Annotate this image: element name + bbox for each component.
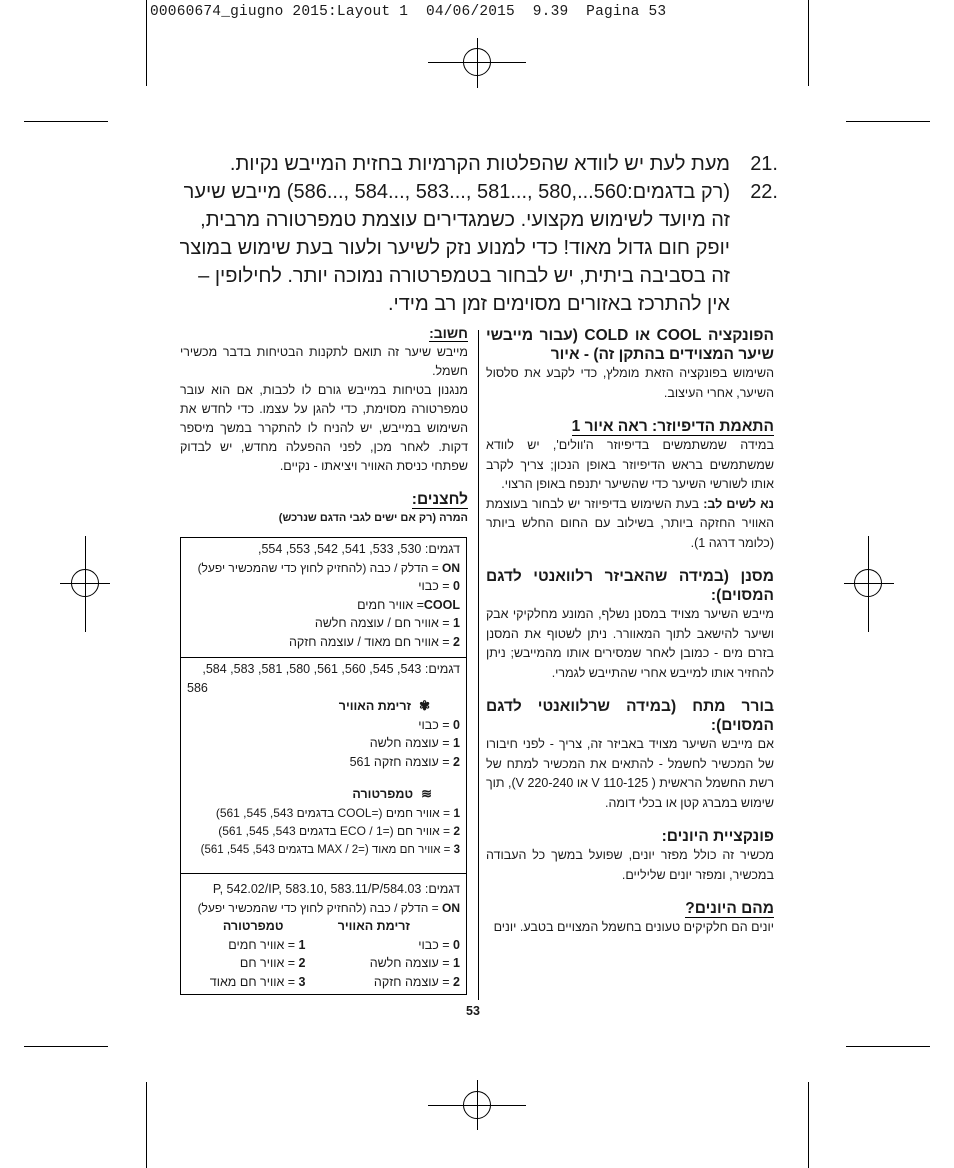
key-text: = כבוי: [418, 937, 454, 952]
section-body: יונים הם חלקיקים טעונים בחשמל המצויים בטבע. יונים: [493, 920, 774, 934]
key-text: = אוויר חם מאוד / עוצמה חזקה: [288, 634, 454, 649]
airflow-label: זרימת האוויר: [338, 699, 412, 713]
item-number: 21.: [750, 153, 778, 175]
models-list: דגמים: 543, 545, 560, 561, 580, 581, 583, 584,: [202, 662, 460, 676]
models-list: דגמים: 530, 533, 541, 542, 553, 554,: [257, 542, 460, 556]
key-label: 3: [453, 843, 460, 856]
important-text-1: מייבש שיער זה תואם לתקנות הבטיחות בדבר מכשירי חשמל.: [180, 345, 468, 378]
key-label: 2: [453, 634, 460, 649]
key-label: 0: [453, 717, 460, 732]
key-text: = הדלק / כבה (להחזיק לחוץ כדי שהמכשיר יפעל): [197, 560, 442, 575]
intro-item-21: [178, 150, 778, 178]
section-title: פונקציית היונים:: [661, 828, 774, 845]
airflow-temperature-table: [187, 917, 460, 991]
section-body: מכשיר זה כולל מפזר יונים, שפועל במשך כל העבודה במכשיר, ומפזר יונים שליליים.: [486, 848, 774, 882]
section-title: הפונקציה COOL או COLD (עבור מייבשי שיער המצוידים בהתקן זה) - איור: [486, 327, 774, 363]
key-text: = עוצמה חלשה: [369, 956, 454, 970]
temperature-label: טמפרטורה: [222, 919, 284, 933]
key-text: = עוצמה חזקה: [373, 974, 454, 989]
key-label: ON: [442, 560, 460, 575]
key-text: = כבוי: [418, 717, 454, 732]
temperature-column: [187, 917, 324, 991]
key-text: = כבוי: [418, 579, 454, 593]
left-column: [180, 324, 468, 528]
note-label: נא לשים לב:: [703, 496, 774, 511]
intro-item-22: [178, 178, 778, 318]
section-title: התאמת הדיפיוזר: ראה איור 1: [571, 418, 774, 435]
heat-icon: ≋: [421, 786, 430, 801]
section-body: מייבש השיער מצויד במסנן נשלף, המונע מחלקיקי אבק ושיער להישאב לתוך המאוורר. ניתן לשטוף את המסנן בזרם מים - כמובן לאחר שמסירים אותו מהמייבש; ניתן להחזיר אותו למייבש אחרי שהתייבש לגמרי.: [486, 607, 774, 680]
key-label: 0: [453, 579, 460, 593]
airflow-label: זרימת האוויר: [337, 919, 410, 933]
fan-icon: ✾: [419, 698, 430, 713]
key-text: = אוויר חם / עוצמה חלשה: [314, 616, 454, 630]
diffuser-section: [486, 417, 774, 553]
section-title: מסנן (במידה שהאביזר רלוואנטי לדגם המסוים):: [486, 568, 774, 604]
key-label: 2: [298, 956, 306, 970]
section-body: אם מייבש השיער מצויד באביזר זה, צריך - לפני חיבורו של המכשיר לחשמל - להתאים את המכשיר למתח של רשת החשמל הראשית ( V 110-125 או V 220-240), תוך שימוש במברג קטן או בכלי דומה.: [486, 737, 774, 810]
page-number: 53: [466, 1004, 480, 1018]
key-text: = אוויר חם מאוד (=2 / MAX בדגמים 543, 545, 561): [200, 843, 454, 856]
note-text: בעת השימוש בדיפיוזר יש לבחור בעוצמת האוויר החזקה ביותר, בשילוב עם החום החלש ביותר (כלומר דרגה 1).: [486, 496, 774, 550]
right-column: [486, 326, 774, 952]
section-title: מהם היונים?: [685, 900, 774, 917]
ion-function-section: [486, 827, 774, 885]
key-label: COOL: [423, 597, 460, 612]
key-text: = אוויר חמים: [228, 937, 299, 952]
important-text-2: מנגנון בטיחות במייבש גורם לו לכבות, אם הוא עובר טמפרטורה מסוימת, כדי להגן על עצמו. כדי לחדש את השימוש במייבש, יש להניח לו להתקרר במשך מיספר דקות. לאחר מכן, לפני ההפעלה מחדש, יש לבדוק שפתחי כניסת האוויר ויציאתו - נקיים.: [180, 383, 468, 473]
key-label: 1: [298, 937, 306, 952]
buttons-note: המרה (רק אם ישים לגבי הדגם שנרכש): [278, 512, 468, 524]
key-label: 2: [453, 754, 460, 769]
models-box-3: [180, 873, 467, 995]
key-label: 2: [453, 974, 460, 989]
key-label: 0: [453, 937, 460, 952]
key-text: = אוויר חמים: [357, 597, 424, 612]
temperature-label: טמפרטורה: [352, 787, 414, 801]
item-text: (רק בדגמים:560...,580 ,...581 ,...583 ,...584 ,...586) מייבש שיער זה מיועד לשימוש מקצועי. כשמגדירים עוצמת טמפרטורה מרבית, יופק חום גדול מאוד! כדי למנוע נזק לשיער ולעור בעת שימוש במוצר זה בסביבה ביתית, יש לבחור בטמפרטורה נמוכה יותר. לחילופין – אין להתרכז באזורים מסוימים זמן רב מידי.: [179, 181, 730, 315]
intro-section: [178, 150, 778, 318]
item-number: 22.: [750, 181, 778, 203]
section-body: השימוש בפונקציה הזאת מומלץ, כדי לקבע את סלסול השיער, אחרי העיצוב.: [486, 366, 774, 400]
section-title: בורר מתח (במידה שרלוואנטי לדגם המסוים):: [486, 698, 774, 734]
key-label: 2: [453, 824, 460, 838]
key-label: 3: [298, 974, 306, 989]
key-text: = אוויר חם מאוד: [209, 974, 299, 989]
key-text: = אוויר חם (=1 / ECO בדגמים 543, 545, 561): [218, 824, 454, 838]
key-text: = אוויר חם: [239, 956, 299, 970]
key-label: 1: [453, 956, 460, 970]
key-text: = הדלק / כבה (להחזיק לחוץ כדי שהמכשיר יפעל): [197, 900, 442, 915]
voltage-selector-section: [486, 697, 774, 813]
key-label: 1: [453, 736, 460, 750]
section-body: במידה שמשתמשים בדיפיוזר ה'וולים', יש לוודא שמשתמשים בראש הדיפיוזר באופן הנכון; צריך לקרב אותו לשורשי השיער כדי שהשיער יתנפח באופן הרצוי.: [486, 438, 774, 491]
models-list-cont: 586: [187, 680, 208, 695]
key-text: = עוצמה חלשה: [369, 736, 454, 750]
models-box-1: [180, 537, 467, 657]
key-text: = אוויר חמים (=COOL בדגמים 543, 545, 561): [215, 805, 454, 820]
key-label: ON: [442, 900, 460, 915]
item-text: מעת לעת יש לוודא שהפלטות הקרמיות בחזית המייבש נקיות.: [229, 153, 730, 175]
key-label: 1: [453, 616, 460, 630]
models-list: דגמים: 584.03/P, 542.02/IP, 583.10, 583.11/P: [212, 882, 460, 896]
section-note: [486, 495, 774, 554]
key-label: 1: [453, 805, 460, 820]
airflow-column: [324, 917, 461, 991]
print-slug: 00060674_giugno 2015:Layout 1 04/06/2015 9.39 Pagina 53: [150, 4, 667, 20]
what-are-ions-section: [486, 899, 774, 938]
key-text: = עוצמה חזקה 561: [349, 754, 454, 769]
models-box-2: [180, 657, 467, 873]
cool-function-section: [486, 326, 774, 403]
buttons-title: לחצנים:: [411, 491, 468, 508]
column-divider: [478, 330, 479, 1000]
filter-section: [486, 567, 774, 683]
important-title: חשוב:: [429, 325, 468, 341]
